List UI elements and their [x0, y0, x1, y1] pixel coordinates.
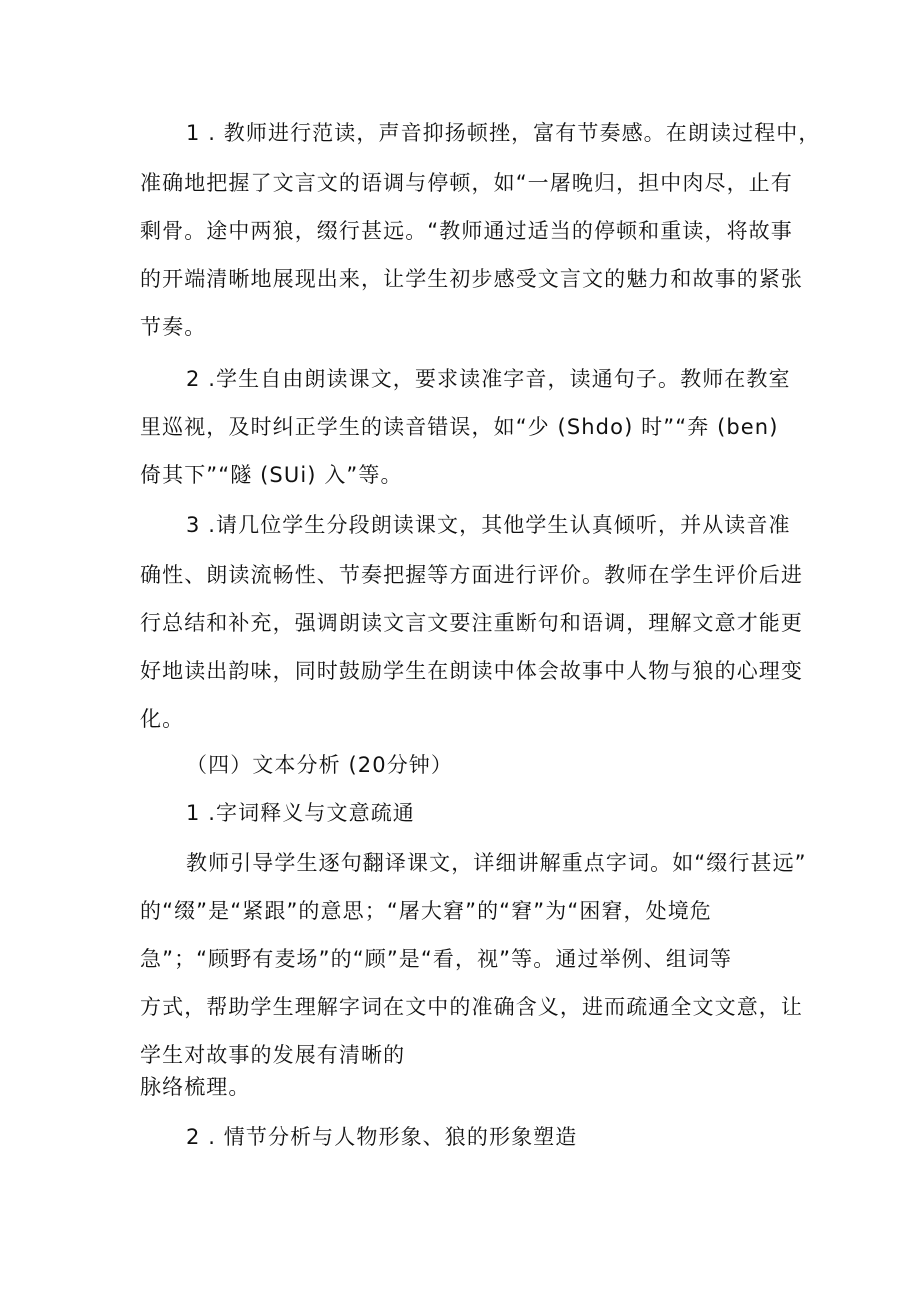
paragraph-2-line-2: 里巡视，及时纠正学生的读音错误，如“少 (Shdo) 时”“奔 (ben): [140, 415, 779, 439]
paragraph-3-line-2: 确性、朗读流畅性、节奏把握等方面进行评价。教师在学生评价后进: [140, 563, 803, 587]
paragraph-2-line-3: 倚其下”“隧 (SUi) 入”等。: [140, 463, 403, 487]
section-heading-text-analysis: （四）文本分析 (20分钟）: [186, 753, 453, 777]
paragraph-1-line-5: 节奏。: [140, 315, 207, 339]
paragraph-1-line-2: 准确地把握了文言文的语调与停顿，如“一屠晚归，担中肉尽，止有: [140, 171, 793, 195]
paragraph-4-line-3: 急”；“顾野有麦场”的“顾”是“看，视”等。通过举例、组词等: [140, 947, 733, 971]
paragraph-3-line-5: 化。: [140, 707, 185, 731]
paragraph-2-line-1: 2 .学生自由朗读课文，要求读准字音，读通句子。教师在教室: [186, 367, 791, 391]
paragraph-4-line-2: 的“缀”是“紧跟”的意思；“屠大窘”的“窘”为“困窘，处境危: [140, 899, 712, 923]
paragraph-3-line-3: 行总结和补充，强调朗读文言文要注重断句和语调，理解文意才能更: [140, 611, 803, 635]
subheading-word-meaning: 1 .字词释义与文意疏通: [186, 801, 415, 825]
paragraph-4-line-4: 方式，帮助学生理解字词在文中的准确含义，进而疏通全文文意，让: [140, 995, 803, 1019]
paragraph-1-line-1: 1 . 教师进行范读，声音抑扬顿挫，富有节奏感。在朗读过程中，: [186, 121, 821, 145]
paragraph-4-line-5: 学生对故事的发展有清晰的: [140, 1043, 406, 1067]
subheading-plot-analysis: 2 . 情节分析与人物形象、狼的形象塑造: [186, 1125, 578, 1149]
paragraph-4-line-6: 脉络梳理。: [140, 1075, 251, 1099]
paragraph-3-line-1: 3 .请几位学生分段朗读课文，其他学生认真倾听，并从读音准: [186, 513, 791, 537]
paragraph-1-line-3: 剩骨。途中两狼，缀行甚远。“教师通过适当的停顿和重读，将故事: [140, 219, 793, 243]
paragraph-3-line-4: 好地读出韵味，同时鼓励学生在朗读中体会故事中人物与狼的心理变: [140, 659, 803, 683]
paragraph-4-line-1: 教师引导学生逐句翻译课文，详细讲解重点字词。如“缀行甚远”: [186, 851, 807, 875]
paragraph-1-line-4: 的开端清晰地展现出来，让学生初步感受文言文的魅力和故事的紧张: [140, 267, 803, 291]
